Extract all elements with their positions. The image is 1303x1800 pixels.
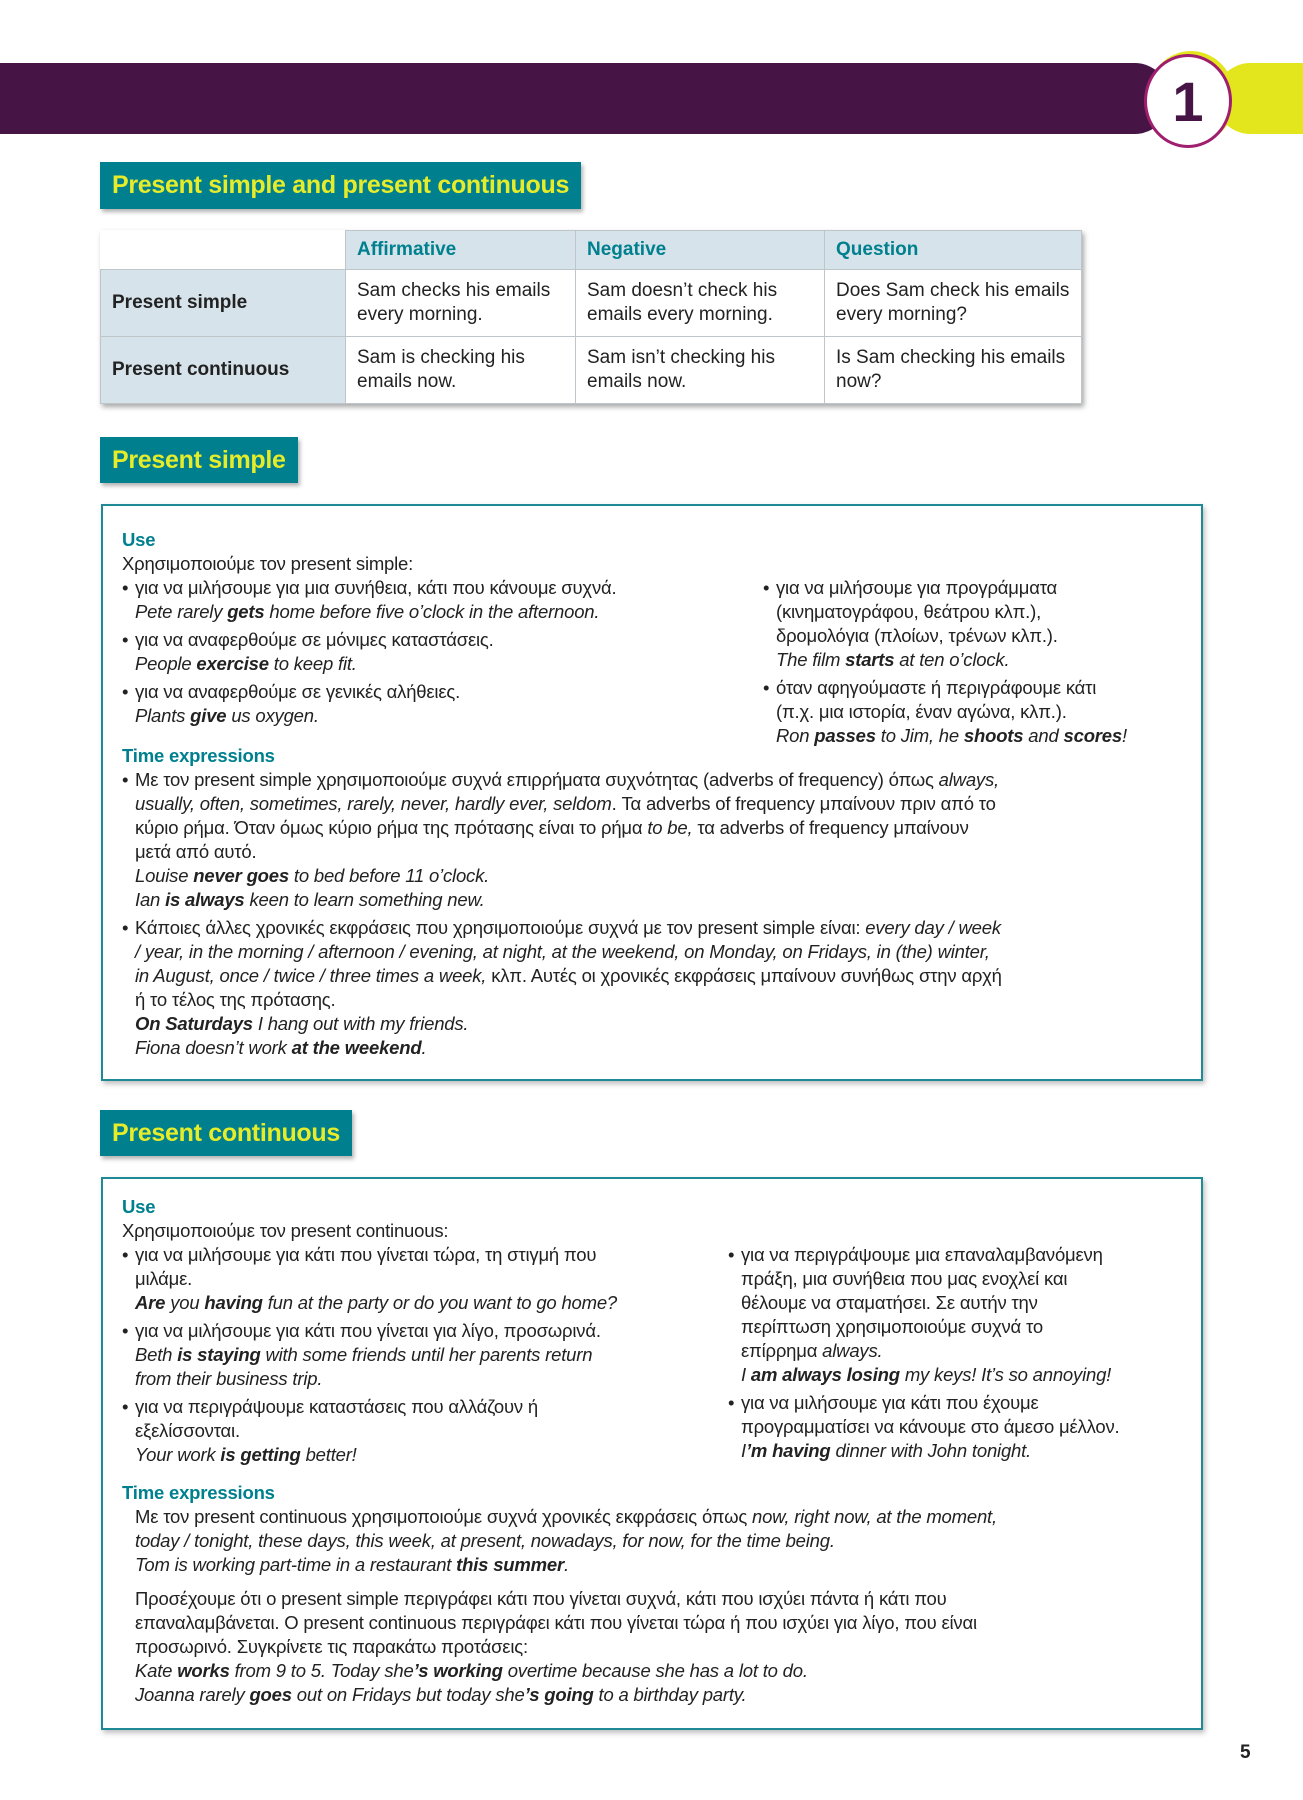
bullet-item: • για να μιλήσουμε για μια συνήθεια, κάτι που κάνουμε συχνά. (122, 576, 616, 600)
table-cell: Does Sam check his emails every morning? (825, 270, 1082, 337)
time-heading: Time expressions (122, 745, 275, 766)
use-intro: Χρησιμοποιούμε τον present continuous: (122, 1220, 449, 1241)
text-line: μιλάμε. (135, 1268, 193, 1289)
text-line: Are you having fun at the party or do you want to go home? (135, 1292, 618, 1313)
text-line: The film starts at ten o’clock. (776, 649, 1010, 670)
section-title-overview: Present simple and present continuous (100, 162, 581, 209)
section-title-present-simple: Present simple (100, 437, 298, 483)
table-row (101, 337, 1082, 404)
text-line: from their business trip. (135, 1368, 323, 1389)
time-list (122, 1505, 997, 1577)
bullet-item: • για να μιλήσουμε για κάτι που γίνεται τώρα, τη στιγμή που (122, 1243, 617, 1267)
text-line: επίρρημα always. (741, 1340, 883, 1361)
text-line: ή το τέλος της πρότασης. (135, 989, 336, 1010)
bullet-item: • για να μιλήσουμε για κάτι που γίνεται για λίγο, προσωρινά. (122, 1319, 617, 1343)
table-corner (101, 231, 346, 270)
row-header: Present continuous (101, 337, 346, 404)
table-cell: Sam isn’t checking his emails now. (576, 337, 825, 404)
bullet-item: • Κάποιες άλλες χρονικές εκφράσεις που χρησιμοποιούμε συχνά με τον present simple είναι: every day / week (122, 916, 1002, 940)
comparison-note (122, 1587, 997, 1707)
text-line: Louise never goes to bed before 11 o’clock. (135, 865, 490, 886)
text-line: περίπτωση χρησιμοποιούμε συχνά το (741, 1316, 1043, 1337)
text-line: δρομολόγια (πλοίων, τρένων κλπ.). (776, 625, 1058, 646)
text-line: Pete rarely gets home before five o’clock in the afternoon. (135, 601, 600, 622)
table-cell: Is Sam checking his emails now? (825, 337, 1082, 404)
ps-use-left (122, 528, 616, 728)
table-row (101, 270, 1082, 337)
text-line: εξελίσσονται. (135, 1420, 240, 1441)
use-list-left (122, 576, 616, 728)
text-line: today / tonight, these days, this week, at present, nowadays, for now, for the time being. (135, 1530, 835, 1551)
text-line: Ian is always keen to learn something new. (135, 889, 485, 910)
text-line: People exercise to keep fit. (135, 653, 357, 674)
ps-time-expressions (122, 744, 1002, 1060)
text-line: Joanna rarely goes out on Fridays but today she’s going to a birthday party. (135, 1684, 747, 1705)
bullet-item: • για να αναφερθούμε σε γενικές αλήθειες. (122, 680, 616, 704)
pc-use-left (122, 1195, 617, 1467)
table-cell: Sam doesn’t check his emails every morning. (576, 270, 825, 337)
use-list-right (728, 1243, 1119, 1463)
section-title-present-continuous: Present continuous (100, 1110, 352, 1156)
use-intro: Χρησιμοποιούμε τον present simple: (122, 553, 414, 574)
col-header-negative: Negative (576, 231, 825, 270)
text-line: Kate works from 9 to 5. Today she’s working overtime because she has a lot to do. (135, 1660, 808, 1681)
text-line: προγραμματίσει να κάνουμε στο άμεσο μέλλον. (741, 1416, 1120, 1437)
text-line: I am always losing my keys! It’s so annoying! (741, 1364, 1112, 1385)
text-line: Προσέχουμε ότι ο present simple περιγράφει κάτι που γίνεται συχνά, κάτι που ισχύει πάντα ή κάτι που (135, 1588, 947, 1609)
use-heading: Use (122, 1196, 156, 1217)
page-number: 5 (1240, 1742, 1251, 1763)
use-list-left (122, 1243, 617, 1467)
bullet-item: • όταν αφηγούμαστε ή περιγράφουμε κάτι (763, 676, 1127, 700)
bullet-item: • για να αναφερθούμε σε μόνιμες καταστάσεις. (122, 628, 616, 652)
text-line: Beth is staying with some friends until her parents return (135, 1344, 593, 1365)
table-header-row (101, 231, 1082, 270)
use-list-right (763, 576, 1127, 748)
pc-time-expressions (122, 1481, 997, 1707)
present-simple-box (101, 504, 1203, 1081)
text-line: Plants give us oxygen. (135, 705, 319, 726)
col-header-question: Question (825, 231, 1082, 270)
text-line: Tom is working part-time in a restaurant this summer. (135, 1554, 569, 1575)
text-line: (κινηματογράφου, θεάτρου κλπ.), (776, 601, 1042, 622)
text-line: usually, often, sometimes, rarely, never, hardly ever, seldom. Τα adverbs of frequency μπαίνουν πριν από το (135, 793, 996, 814)
table-cell: Sam checks his emails every morning. (346, 270, 576, 337)
table-cell: Sam is checking his emails now. (346, 337, 576, 404)
text-line: Fiona doesn’t work at the weekend. (135, 1037, 427, 1058)
use-heading: Use (122, 529, 156, 550)
text-line: (π.χ. μια ιστορία, έναν αγώνα, κλπ.). (776, 701, 1067, 722)
unit-number-badge (1144, 54, 1232, 148)
text-line: προσωρινό. Συγκρίνετε τις παρακάτω προτάσεις: (135, 1636, 528, 1657)
text-line: in August, once / twice / three times a week, κλπ. Αυτές οι χρονικές εκφράσεις μπαίνουν συνήθως στην αρχή (135, 965, 1002, 986)
text-line: κύριο ρήμα. Όταν όμως κύριο ρήμα της πρότασης είναι το ρήμα to be, τα adverbs of frequency μπαίνουν (135, 817, 969, 838)
text-line: επαναλαμβάνεται. Ο present continuous περιγράφει κάτι που γίνεται τώρα ή που ισχύει για λίγο, που είναι (135, 1612, 977, 1633)
present-continuous-box (101, 1177, 1203, 1730)
row-header: Present simple (101, 270, 346, 337)
text-line: Your work is getting better! (135, 1444, 357, 1465)
text-line: πράξη, μια συνήθεια που μας ενοχλεί και (741, 1268, 1068, 1289)
header-bar (0, 63, 1170, 134)
time-heading: Time expressions (122, 1482, 275, 1503)
text-line: Ron passes to Jim, he shoots and scores! (776, 725, 1127, 746)
unit-number: 1 (1172, 69, 1204, 133)
col-header-affirmative: Affirmative (346, 231, 576, 270)
text-line: θέλουμε να σταματήσει. Σε αυτήν την (741, 1292, 1038, 1313)
text-line: μετά από αυτό. (135, 841, 257, 862)
bullet-item: • για να μιλήσουμε για κάτι που έχουμε (728, 1391, 1119, 1415)
bullet-item: • για να περιγράψουμε καταστάσεις που αλλάζουν ή (122, 1395, 617, 1419)
bullet-item: • Με τον present simple χρησιμοποιούμε συχνά επιρρήματα συχνότητας (adverbs of frequency) όπως always, (122, 768, 1002, 792)
text-line: / year, in the morning / afternoon / evening, at night, at the weekend, on Monday, on Fridays, in (the) winter, (135, 941, 990, 962)
text-line: I’m having dinner with John tonight. (741, 1440, 1032, 1461)
tense-comparison-table (100, 230, 1082, 404)
text-line: On Saturdays I hang out with my friends. (135, 1013, 469, 1034)
text-line: Με τον present continuous χρησιμοποιούμε συχνά χρονικές εκφράσεις όπως now, right now, at the moment, (135, 1506, 997, 1527)
time-list (122, 768, 1002, 1060)
bullet-item: • για να μιλήσουμε για προγράμματα (763, 576, 1127, 600)
bullet-item: • για να περιγράψουμε μια επαναλαμβανόμενη (728, 1243, 1119, 1267)
